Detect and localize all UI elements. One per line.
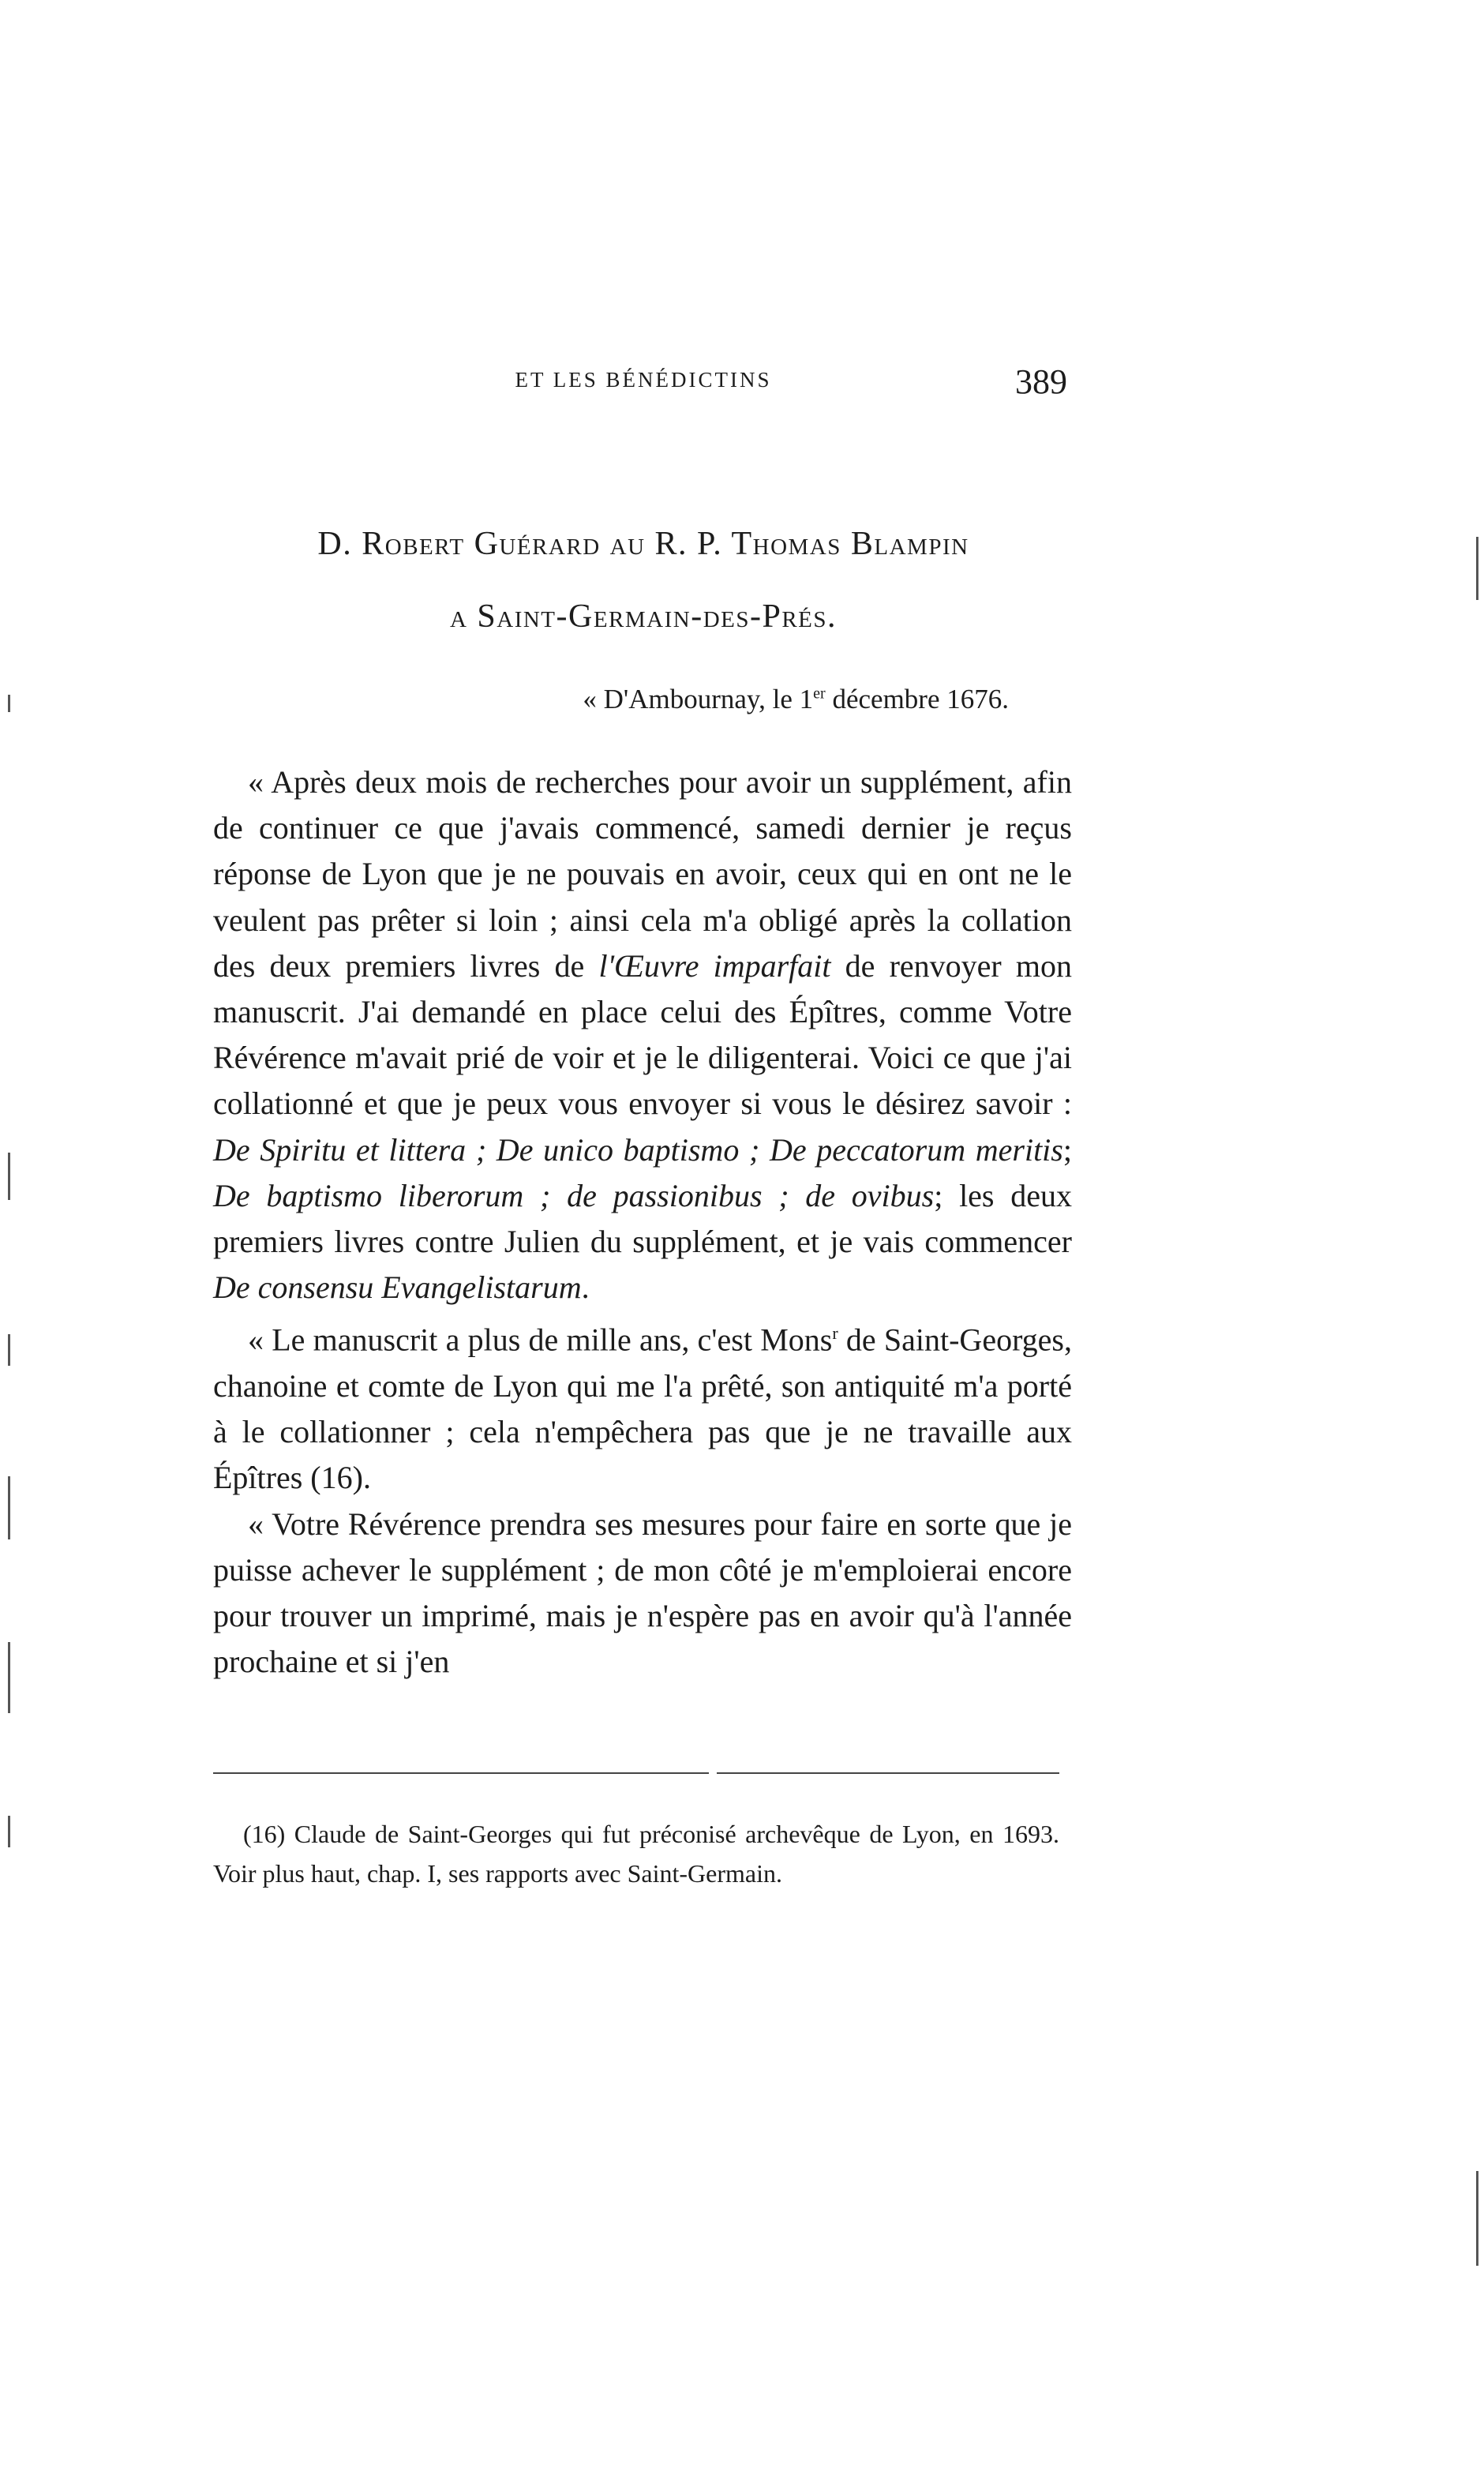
text-run: ; les deux premiers livres contre Julien du supplément, et je vais commencer: [213, 1177, 1072, 1260]
dateline-start: « D'Ambournay, le 1: [583, 684, 814, 714]
scan-artifact: [8, 1153, 10, 1200]
running-head: [213, 362, 1074, 409]
text-run: ;: [1062, 1131, 1072, 1168]
paragraph-3: [213, 1502, 1072, 1685]
superscript: r: [832, 1323, 838, 1344]
dateline: [213, 684, 1009, 715]
italic-title: De Spiritu et littera ; De unico baptismo ; De peccatorum meritis: [213, 1131, 1063, 1168]
scan-artifact: [1476, 2171, 1478, 2266]
footnote: (16) Claude de Saint-Georges qui fut préconisé archevêque de Lyon, en 1693. Voir plus haut, chap. I, ses rapports avec Saint-Germain.: [213, 1820, 1059, 1888]
letter-title-line1: D. Robert Guérard au R. P. Thomas Blampin: [317, 526, 969, 562]
footnote-separator: [213, 1772, 1059, 1774]
dateline-end: décembre 1676.: [825, 684, 1009, 714]
italic-title: l'Œuvre imparfait: [598, 947, 831, 984]
scan-artifact: [8, 1334, 10, 1366]
italic-title: De baptismo liberorum ; de passionibus ; de ovibus: [213, 1177, 935, 1213]
text-run: « Votre Révérence prendra ses mesures pour faire en sorte que je puisse achever le supplément ; de mon côté je m'emploierai encore pour trouver un imprimé, mais je n'espère pas en avoir qu'à l'année prochaine et si j'en: [213, 1505, 1072, 1680]
scan-artifact: [1476, 537, 1478, 600]
paragraph-2: [213, 1310, 1072, 1501]
text-run: de renvoyer mon manuscrit. J'ai demandé en place celui des Épîtres, comme Votre Révérence m'avait prié de voir et je le diligenterai. Voici ce que j'ai collationné et que je peux vous envoyer si vous le désirez savoir :: [213, 947, 1073, 1122]
scan-artifact: [8, 1476, 10, 1539]
dateline-superscript: er: [813, 684, 826, 703]
letter-title-line2: a Saint-Germain-des-Prés.: [449, 598, 838, 635]
text-run: .: [581, 1269, 590, 1306]
text-run: de Saint-Georges, chanoine et comte de Lyon qui me l'a prêté, son antiquité m'a porté à le collationner ; cela n'empêchera pas que je ne travaille aux Épîtres (16).: [213, 1322, 1072, 1496]
scan-artifact: [8, 1642, 10, 1713]
scan-artifact: [8, 1816, 10, 1847]
scan-artifact: [8, 695, 10, 712]
text-run: « Après deux mois de recherches pour avoir un supplément, afin de continuer ce que j'avais commencé, samedi dernier je reçus réponse de Lyon que je ne pouvais en avoir, ceux qui en ont ne le veulent pas prêter si loin ; ainsi cela m'a obligé après la collation des deux premiers livres de: [213, 764, 1072, 984]
letter-body: [213, 759, 1072, 1685]
footnote-separator-gap: [709, 1768, 717, 1776]
italic-title: De consensu Evangelistarum: [213, 1269, 582, 1306]
running-title: ET LES BÉNÉDICTINS: [515, 368, 772, 392]
paragraph-1: [213, 759, 1072, 1310]
text-run: « Le manuscrit a plus de mille ans, c'est Mons: [248, 1322, 833, 1358]
page-number: 389: [1015, 362, 1067, 401]
